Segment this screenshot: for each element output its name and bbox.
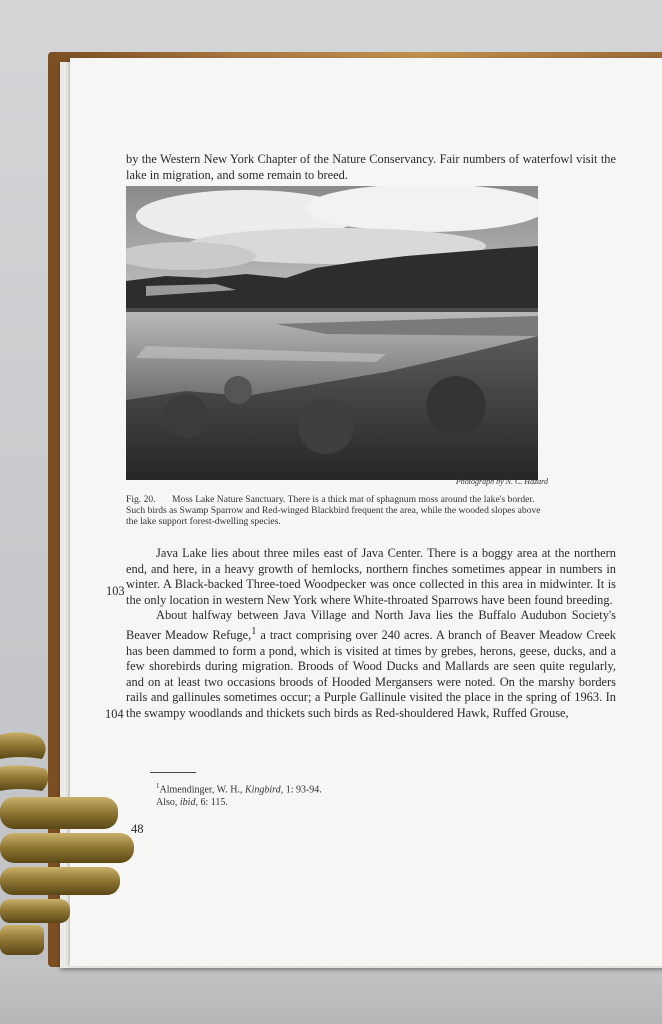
caption-label: Fig. 20. (126, 494, 156, 505)
intro-text (126, 152, 616, 183)
paragraph-2-end: a tract comprising over 240 acres. A branch of Beaver Meadow Creek has been dammed to form a pond, which is visited at times by grebes, herons, geese, ducks, and a few shorebirds during migration. Broods of Wood Ducks and Mallards are seen quite regularly, and on at least two occasions broods of Hooded Mergansers were noted. On the marshy borders rails and gallinules sometimes occur; a Purple Gallinule visited the place in the spring of 1963. In the swampy woodlands and thickets such birds as Red-shouldered Hawk, Ruffed Grouse, (126, 628, 617, 721)
margin-number-104: 104 (105, 707, 124, 721)
brass-bookend (0, 725, 140, 965)
lake-photograph (126, 186, 538, 480)
footnote-marker: 1 (156, 782, 160, 790)
lake-photo-image (126, 186, 538, 480)
footnote-pages-2: , 6: 115. (195, 796, 228, 808)
intro-paragraph: by the Western New York Chapter of the Nature Conservancy. Fair numbers of waterfowl visit the lake in migration, and some remain to breed. (126, 152, 616, 182)
footnote-author: Almendinger, W. H., (159, 784, 245, 796)
footnote-1-continued (156, 797, 322, 809)
figure-caption (126, 494, 546, 528)
footnote-divider (150, 772, 196, 773)
body-text (126, 546, 616, 722)
bookend-hand-icon (0, 725, 140, 965)
footnote-also: Also, (156, 796, 180, 808)
paragraph-java-lake: Java Lake lies about three miles east of Java Center. There is a boggy area at the northern end, and here, in a heavy growth of hemlocks, northern finches sometimes appear in numbers in winter. A Black-backed Three-toed Woodpecker was once collected in this area in midwinter. It is the only location in western New York where White-throated Sparrows have been found breeding. (126, 546, 616, 607)
footnote-reference: 1 (251, 625, 257, 637)
margin-number-103: 103 (106, 584, 125, 598)
photo-credit: Photograph by N. C. Hazard (455, 477, 548, 486)
footnote-1 (156, 780, 322, 797)
table-surface (0, 960, 662, 1024)
book-page (70, 58, 662, 966)
footnotes (156, 780, 322, 809)
footnote-pages: , 1: 93-94. (280, 784, 322, 796)
footnote-journal: Kingbird (244, 784, 281, 796)
paragraph-2-start: About halfway between Java Village and North Java lies the Buffalo Audubon Society's Beaver Meadow Refuge, (126, 608, 616, 643)
page-number: 48 (131, 822, 144, 836)
footnote-ibid: ibid (179, 796, 196, 808)
paragraph-beaver-meadow (126, 608, 616, 721)
caption-text: Moss Lake Nature Sanctuary. There is a thick mat of sphagnum moss around the lake's border. Such birds as Swamp Sparrow and Red-winged Blackbird frequent the area, while the wooded slopes above the lake support forest-dwelling species. (126, 494, 541, 528)
